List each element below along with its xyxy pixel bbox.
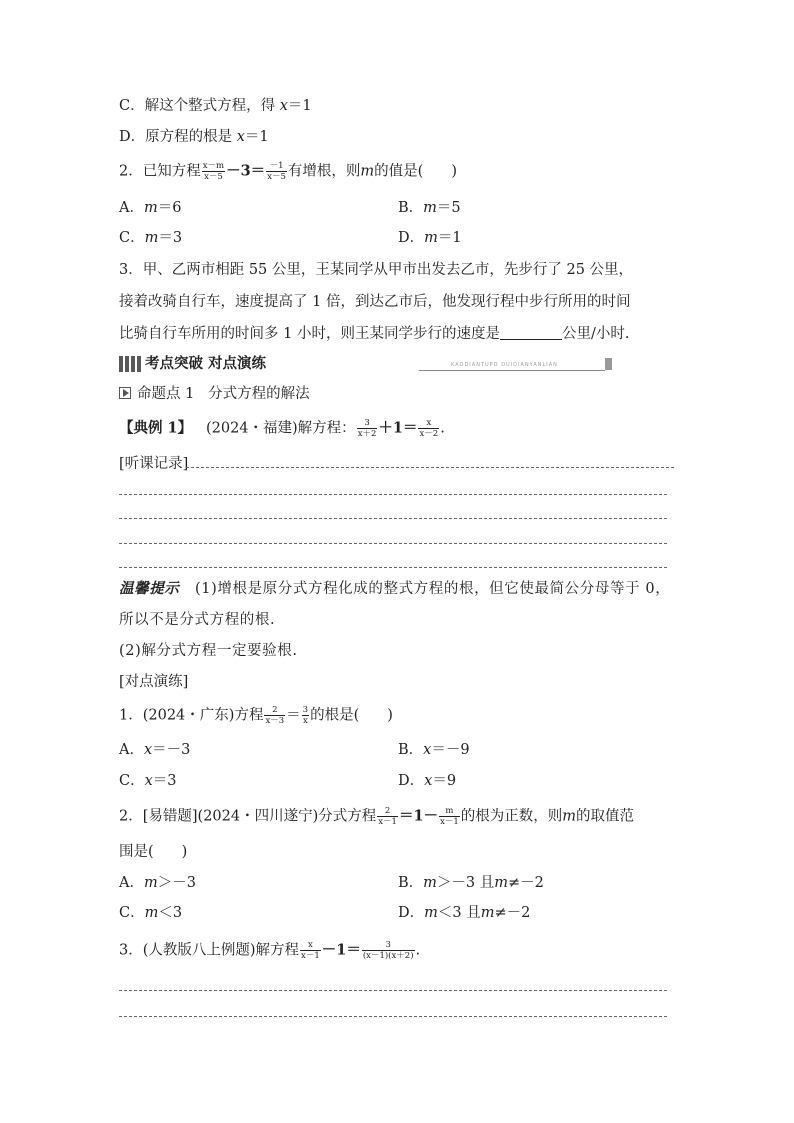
tip-line-3: (2)解分式方程一定要验根.	[119, 643, 298, 659]
topic-heading: 命题点 1 分式方程的解法	[119, 384, 310, 404]
intro-option-c: C．解这个整式方程，得 x＝1	[119, 98, 312, 114]
divider	[419, 370, 605, 371]
p1-option-d: D．x＝9	[398, 773, 457, 789]
intro-option-d: D．原方程的根是 x＝1	[119, 129, 269, 145]
fraction: $\frac{2}{x-3}$	[265, 705, 285, 726]
answer-line[interactable]	[186, 467, 674, 468]
fraction: $\frac{-1}{x-5}$	[267, 161, 286, 182]
p2-option-b: B．m＞－3 且m≠－2	[398, 875, 544, 891]
question-2: 2．已知方程 $\frac{x-m}{x-5}$ －3＝ $\frac{-1}{x-5}$ 有增根，则m的值是( )	[119, 161, 457, 182]
p2-option-d: D．m＜3 且m≠－2	[398, 905, 531, 921]
q2-option-b: B．m＝5	[398, 200, 461, 216]
tip-line-1: 温馨提示 (1)增根是原分式方程化成的整式方程的根，但它使最简公分母等于 0，	[119, 581, 671, 597]
play-triangle-icon	[119, 387, 131, 399]
fraction: $\frac{x}{x-1}$	[301, 940, 320, 961]
p2-option-c: C．m＜3	[119, 905, 183, 921]
fraction: $\frac{3}{x+2}$	[357, 418, 377, 439]
answer-blank	[500, 325, 562, 340]
answer-line[interactable]	[119, 990, 667, 991]
practice-3: 3．(人教版八上例题)解方程 $\frac{x}{x-1}$ －1＝ $\frac{3}{(x-1)(x+2)}$ .	[119, 940, 421, 961]
p1-option-c: C．x＝3	[119, 773, 177, 789]
tip-line-2: 所以不是分式方程的根.	[119, 612, 276, 628]
section-end-mark	[605, 358, 612, 370]
p1-option-b: B．x＝－9	[398, 742, 470, 758]
p2-option-a: A．m＞－3	[119, 875, 196, 891]
section-subtitle: KAODIANTUPO DUIDIANYANLIAN	[451, 362, 558, 368]
practice-1: 1．(2024・广东)方程 $\frac{2}{x-3}$ ＝ $\frac{3}{x}$ 的根是( )	[119, 705, 393, 726]
fraction: $\frac{m}{x-1}$	[440, 806, 459, 827]
example-1: 【典例 1】 (2024・福建)解方程： $\frac{3}{x+2}$ ＋1＝ $\frac{x}{x-2}$ .	[119, 418, 445, 439]
q2-option-a: A．m＝6	[119, 200, 182, 216]
section-title: 考点突破 对点演练	[145, 356, 267, 372]
q2-option-c: C．m＝3	[119, 230, 183, 246]
section-bars-icon	[119, 356, 141, 372]
fraction: $\frac{x-m}{x-5}$	[202, 161, 225, 182]
fraction: $\frac{3}{(x-1)(x+2)}$	[362, 940, 414, 961]
practice-2-line-2: 围是( )	[119, 844, 188, 860]
answer-line[interactable]	[119, 543, 667, 544]
answer-line[interactable]	[119, 567, 667, 568]
q2-option-d: D．m＝1	[398, 230, 462, 246]
question-3-line-3: 比骑自行车所用的时间多 1 小时，则王某同学步行的速度是 公里/小时.	[119, 326, 630, 342]
practice-header: [对点演练]	[119, 674, 189, 690]
notes-label: [听课记录]	[119, 456, 189, 472]
answer-line[interactable]	[119, 1016, 667, 1017]
question-3-line-1: 3．甲、乙两市相距 55 公里，王某同学从甲市出发去乙市，先步行了 25 公里，	[119, 262, 634, 278]
answer-line[interactable]	[119, 518, 667, 519]
section-header	[119, 356, 612, 372]
answer-line[interactable]	[119, 494, 667, 495]
question-3-line-2: 接着改骑自行车，速度提高了 1 倍，到达乙市后，他发现行程中步行所用的时间	[119, 294, 631, 310]
fraction: $\frac{2}{x-1}$	[378, 806, 397, 827]
p1-option-a: A．x＝－3	[119, 742, 191, 758]
practice-2: 2．[易错题](2024・四川遂宁)分式方程 $\frac{2}{x-1}$ ＝1－ $\frac{m}{x-1}$ 的根为正数，则m的取值范	[119, 806, 635, 827]
fraction: $\frac{x}{x-2}$	[419, 418, 439, 439]
fraction: $\frac{3}{x}$	[302, 705, 309, 726]
